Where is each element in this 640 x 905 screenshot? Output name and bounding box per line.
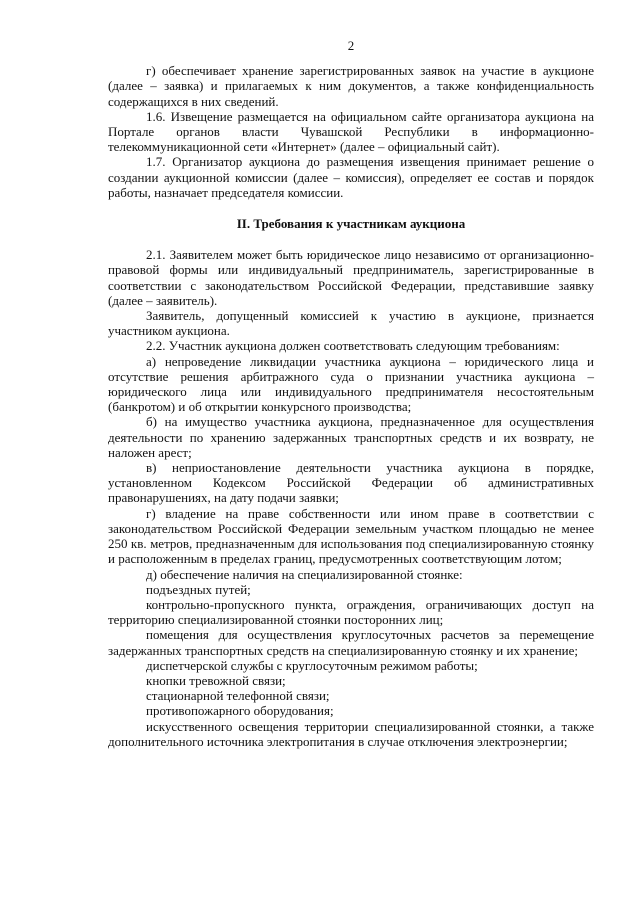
list-item-access-roads: подъездных путей; [146,581,251,597]
list-item-checkpoint: контрольно-пропускного пункта, ограждения, ограничивающих доступ на территорию специализированной стоянки посторонних лиц; [108,596,594,628]
paragraph-storage-of-applications: г) обеспечивает хранение зарегистрированных заявок на участие в аукционе (далее – заявка) и прилагаемых к ним документов, а также конфиденциальность содержащихся в них сведений. [108,63,594,109]
list-item-alarm-button: кнопки тревожной связи; [146,672,286,688]
paragraph-item-d: д) обеспечение наличия на специализированной стоянке: [146,566,463,582]
paragraph-item-v: в) неприостановление деятельности участника аукциона в порядке, установленном Кодексом Российской Федерации об административных правонарушениях, на дату подачи заявки; [108,460,594,506]
paragraph-1-7: 1.7. Организатор аукциона до размещения извещения принимает решение о создании аукционной комиссии (далее – комиссия), определяет ее состав и порядок работы, назначает председателя комиссии. [108,154,594,200]
section-heading: II. Требования к участникам аукциона [236,216,466,232]
document-page [108,38,594,749]
paragraph-item-g: г) владение на праве собственности или ином праве в соответствии с законодательством Российской Федерации земельным участком площадью не менее 250 кв. метров, предназначенным для использования под специализированную стоянку и расположенным в пределах границ, предусмотренных соответствующим лотом; [108,505,594,567]
paragraph-applicant-admitted: Заявитель, допущенный комиссией к участию в аукционе, признается участником аукциона. [108,308,594,339]
paragraph-2-2: 2.2. Участник аукциона должен соответствовать следующим требованиям: [146,338,560,354]
page-number: 2 [347,38,355,53]
list-item-fire-equipment: противопожарного оборудования; [146,703,334,719]
paragraph-2-1: 2.1. Заявителем может быть юридическое лицо независимо от организационно-правовой формы или индивидуальный предприниматель, зарегистрированные в соответствии с законодательством Российской Федерации, представившие заявку (далее – заявитель). [108,247,594,308]
list-item-payment-premises: помещения для осуществления круглосуточных расчетов за перемещение задержанных транспортных средств на специализированную стоянку и их хранение; [108,627,594,658]
paragraph-item-b: б) на имущество участника аукциона, предназначенное для осуществления деятельности по хранению задержанных транспортных средств и их возврату, не наложен арест; [108,414,594,460]
paragraph-1-6: 1.6. Извещение размещается на официальном сайте организатора аукциона на Портале органов власти Чувашской Республики в информационно-телекоммуникационной сети «Интернет» (далее – официальный сайт). [108,108,594,155]
list-item-dispatch-service: диспетчерской службы с круглосуточным режимом работы; [146,657,478,673]
list-item-lighting: искусственного освещения территории специализированной стоянки, а также дополнительного источника электропитания в случае отключения электроэнергии; [108,718,594,749]
paragraph-item-a: а) непроведение ликвидации участника аукциона – юридического лица и отсутствие решения арбитражного суда о признании участника аукциона – юридического лица или индивидуального предпринимателя несостоятельным (банкротом) и об открытии конкурсного производства; [108,353,594,415]
list-item-telephone: стационарной телефонной связи; [146,688,330,704]
